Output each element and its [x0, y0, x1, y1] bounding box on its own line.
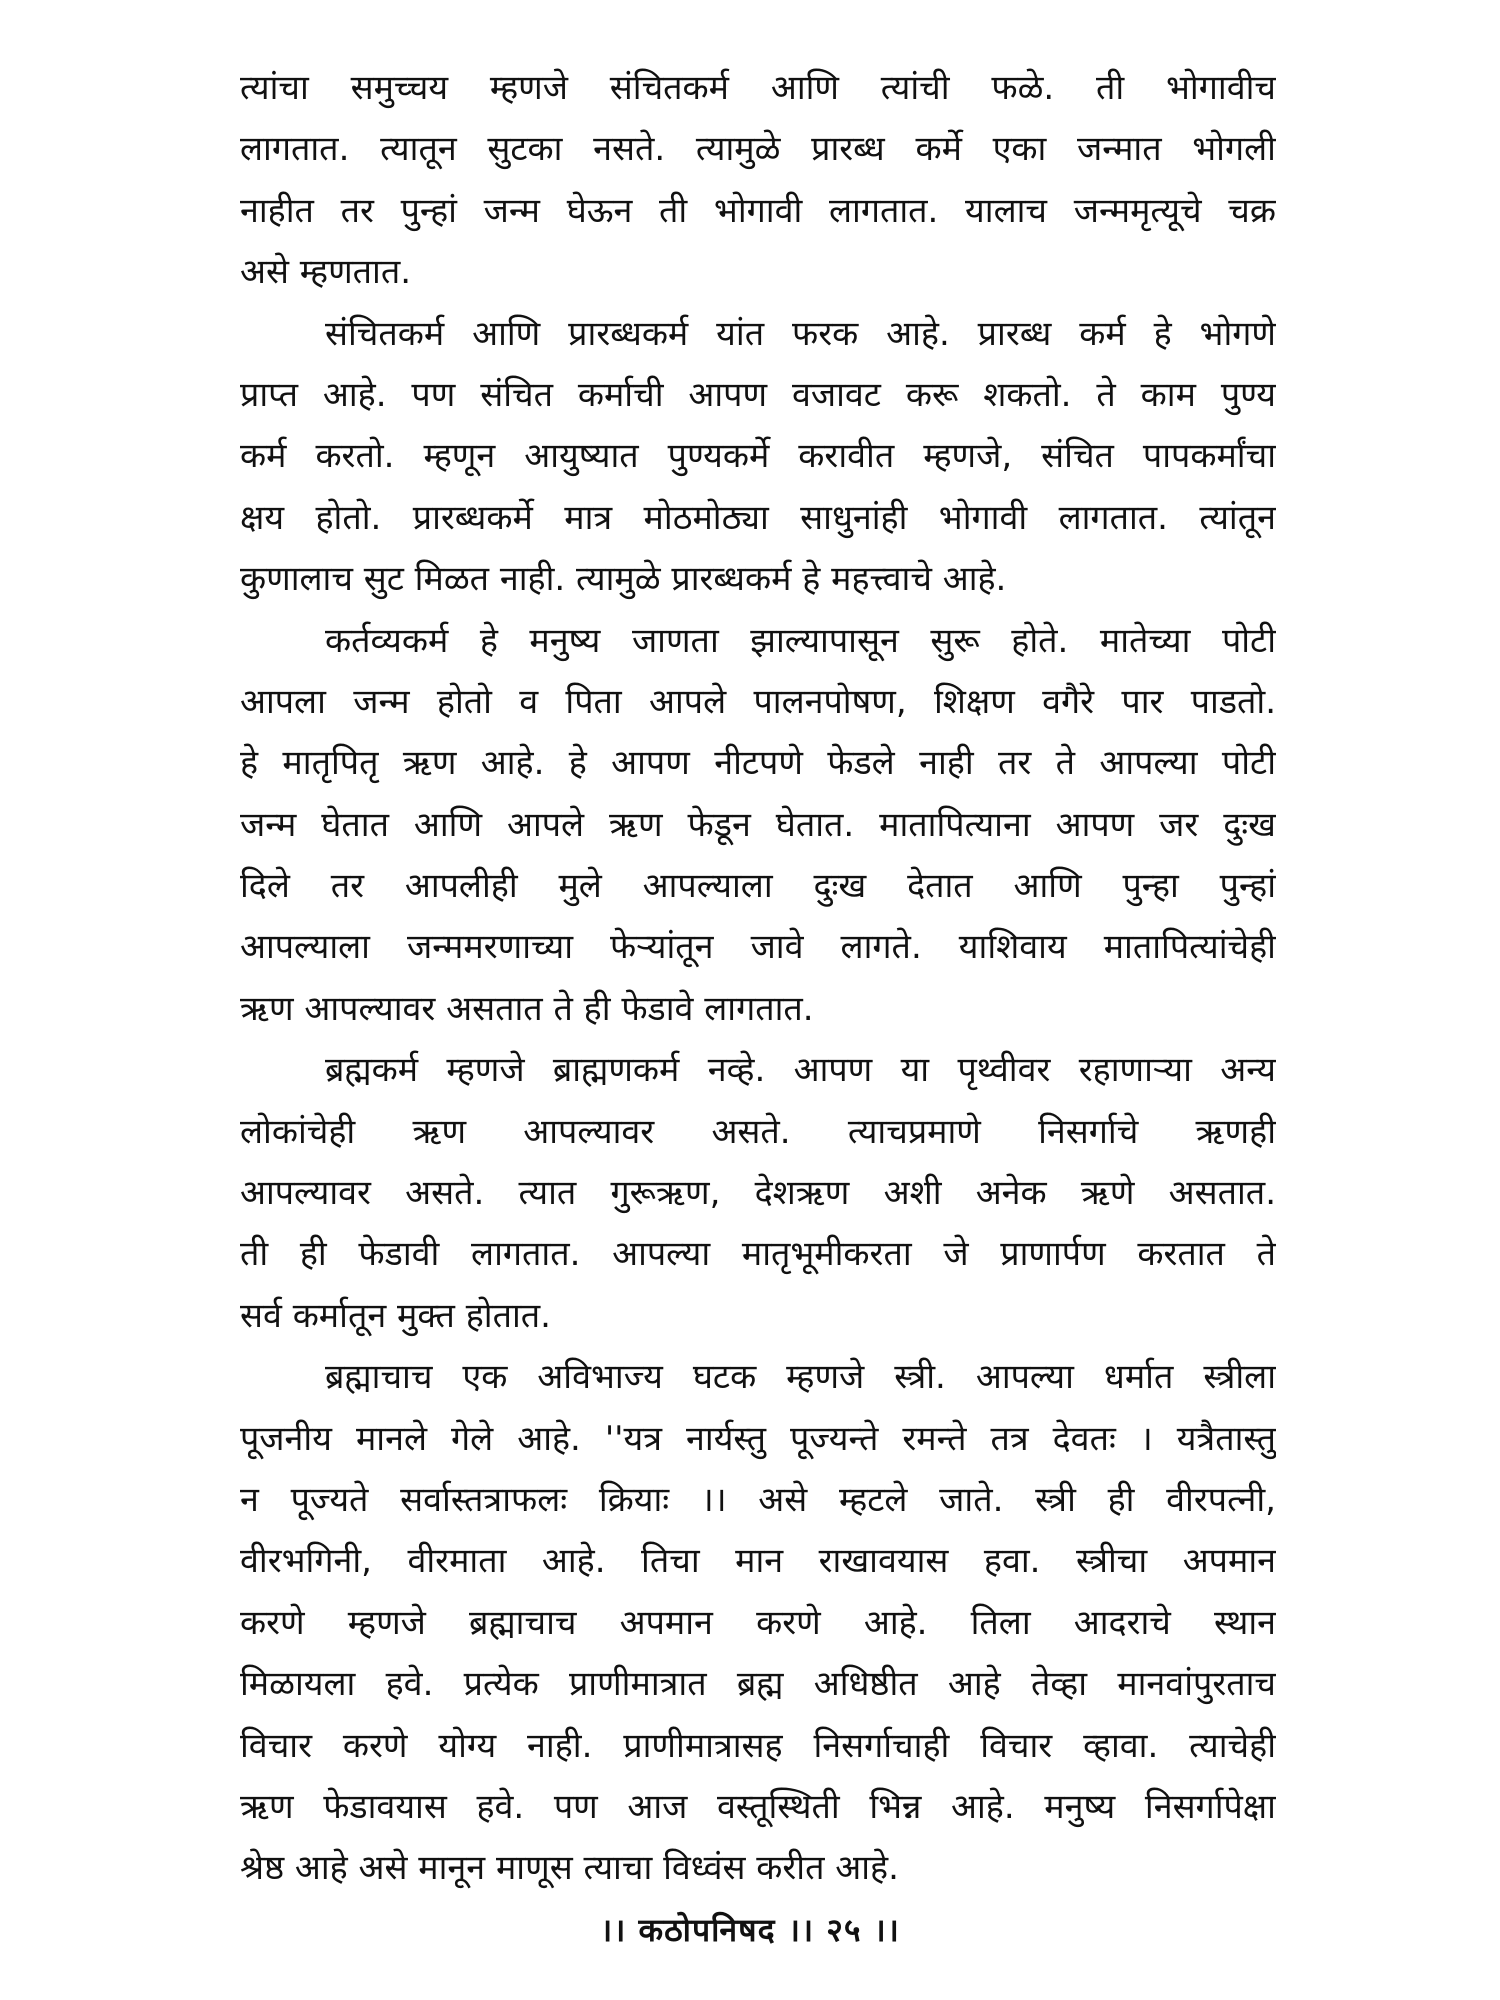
text-line: ब्रह्माचाच एक अविभाज्य घटक म्हणजे स्त्री. आपल्या धर्मात स्त्रीला	[325, 1357, 1276, 1398]
text-line: दिले तर आपलीही मुले आपल्याला दुःख देतात आणि पुन्हा पुन्हां	[240, 866, 1276, 907]
text-line: आपला जन्म होतो व पिता आपले पालनपोषण, शिक्षण वगैरे पार पाडतो.	[240, 681, 1276, 722]
text-line: आपल्याला जन्ममरणाच्या फेऱ्यांतून जावे लागते. याशिवाय मातापित्यांचेही	[240, 927, 1276, 968]
text-line: हे मातृपितृ ऋण आहे. हे आपण नीटपणे फेडले नाही तर ते आपल्या पोटी	[240, 743, 1276, 784]
text-line: नाहीत तर पुन्हां जन्म घेऊन ती भोगावी लागतात. यालाच जन्ममृत्यूचे चक्र	[240, 190, 1276, 231]
text-line: त्यांचा समुच्चय म्हणजे संचितकर्म आणि त्यांची फळे. ती भोगावीच	[240, 68, 1276, 108]
text-line: ती ही फेडावी लागतात. आपल्या मातृभूमीकरता जे प्राणार्पण करतात ते	[240, 1234, 1276, 1275]
text-line: करणे म्हणजे ब्रह्माचाच अपमान करणे आहे. तिला आदराचे स्थान	[240, 1602, 1276, 1643]
text-line: क्षय होतो. प्रारब्धकर्मे मात्र मोठमोठ्या साधुनांही भोगावी लागतात. त्यांतून	[240, 497, 1276, 538]
text-line: जन्म घेतात आणि आपले ऋण फेडून घेतात. मातापित्याना आपण जर दुःख	[240, 804, 1276, 845]
text-line: मिळायला हवे. प्रत्येक प्राणीमात्रात ब्रह्म अधिष्ठीत आहे तेव्हा मानवांपुरताच	[240, 1664, 1276, 1705]
text-line: ऋण फेडावयास हवे. पण आज वस्तूस्थिती भिन्न आहे. मनुष्य निसर्गापेक्षा	[240, 1786, 1276, 1827]
text-line: श्रेष्ठ आहे असे मानून माणूस त्याचा विध्वंस करीत आहे.	[240, 1848, 899, 1889]
text-line: असे म्हणतात.	[240, 252, 412, 293]
text-line: लागतात. त्यातून सुटका नसते. त्यामुळे प्रारब्ध कर्मे एका जन्मात भोगली	[240, 129, 1276, 170]
text-line: सर्व कर्मातून मुक्त होतात.	[240, 1295, 551, 1336]
text-line: वीरभगिनी, वीरमाता आहे. तिचा मान राखावयास हवा. स्त्रीचा अपमान	[240, 1541, 1276, 1582]
text-line: आपल्यावर असते. त्यात गुरूऋण, देशऋण अशी अनेक ऋणे असतात.	[240, 1173, 1276, 1214]
page-footer: ।। कठोपनिषद ।। २५ ।।	[600, 1911, 900, 1949]
text-line: न पूज्यते सर्वास्तत्राफलः क्रियाः ।। असे म्हटले जाते. स्त्री ही वीरपत्नी,	[240, 1479, 1276, 1520]
text-line: ब्रह्मकर्म म्हणजे ब्राह्मणकर्म नव्हे. आपण या पृथ्वीवर रहाणाऱ्या अन्य	[325, 1050, 1276, 1091]
text-line: प्राप्त आहे. पण संचित कर्माची आपण वजावट करू शकतो. ते काम पुण्य	[240, 374, 1276, 415]
page-body	[240, 58, 1276, 1900]
text-line: संचितकर्म आणि प्रारब्धकर्म यांत फरक आहे. प्रारब्ध कर्म हे भोगणे	[325, 313, 1276, 354]
text-line: ऋण आपल्यावर असतात ते ही फेडावे लागतात.	[240, 988, 814, 1029]
text-line: कुणालाच सुट मिळत नाही. त्यामुळे प्रारब्धकर्म हे महत्त्वाचे आहे.	[240, 559, 1007, 600]
text-line: विचार करणे योग्य नाही. प्राणीमात्रासह निसर्गाचाही विचार व्हावा. त्याचेही	[240, 1725, 1276, 1766]
text-line: पूजनीय मानले गेले आहे. ''यत्र नार्यस्तु पूज्यन्ते रमन्ते तत्र देवतः । यत्रैतास्तु	[240, 1418, 1276, 1459]
text-line: कर्तव्यकर्म हे मनुष्य जाणता झाल्यापासून सुरू होते. मातेच्या पोटी	[325, 620, 1276, 661]
text-line: कर्म करतो. म्हणून आयुष्यात पुण्यकर्मे करावीत म्हणजे, संचित पापकर्मांचा	[240, 436, 1276, 477]
text-line: लोकांचेही ऋण आपल्यावर असते. त्याचप्रमाणे निसर्गाचे ऋणही	[240, 1111, 1276, 1152]
